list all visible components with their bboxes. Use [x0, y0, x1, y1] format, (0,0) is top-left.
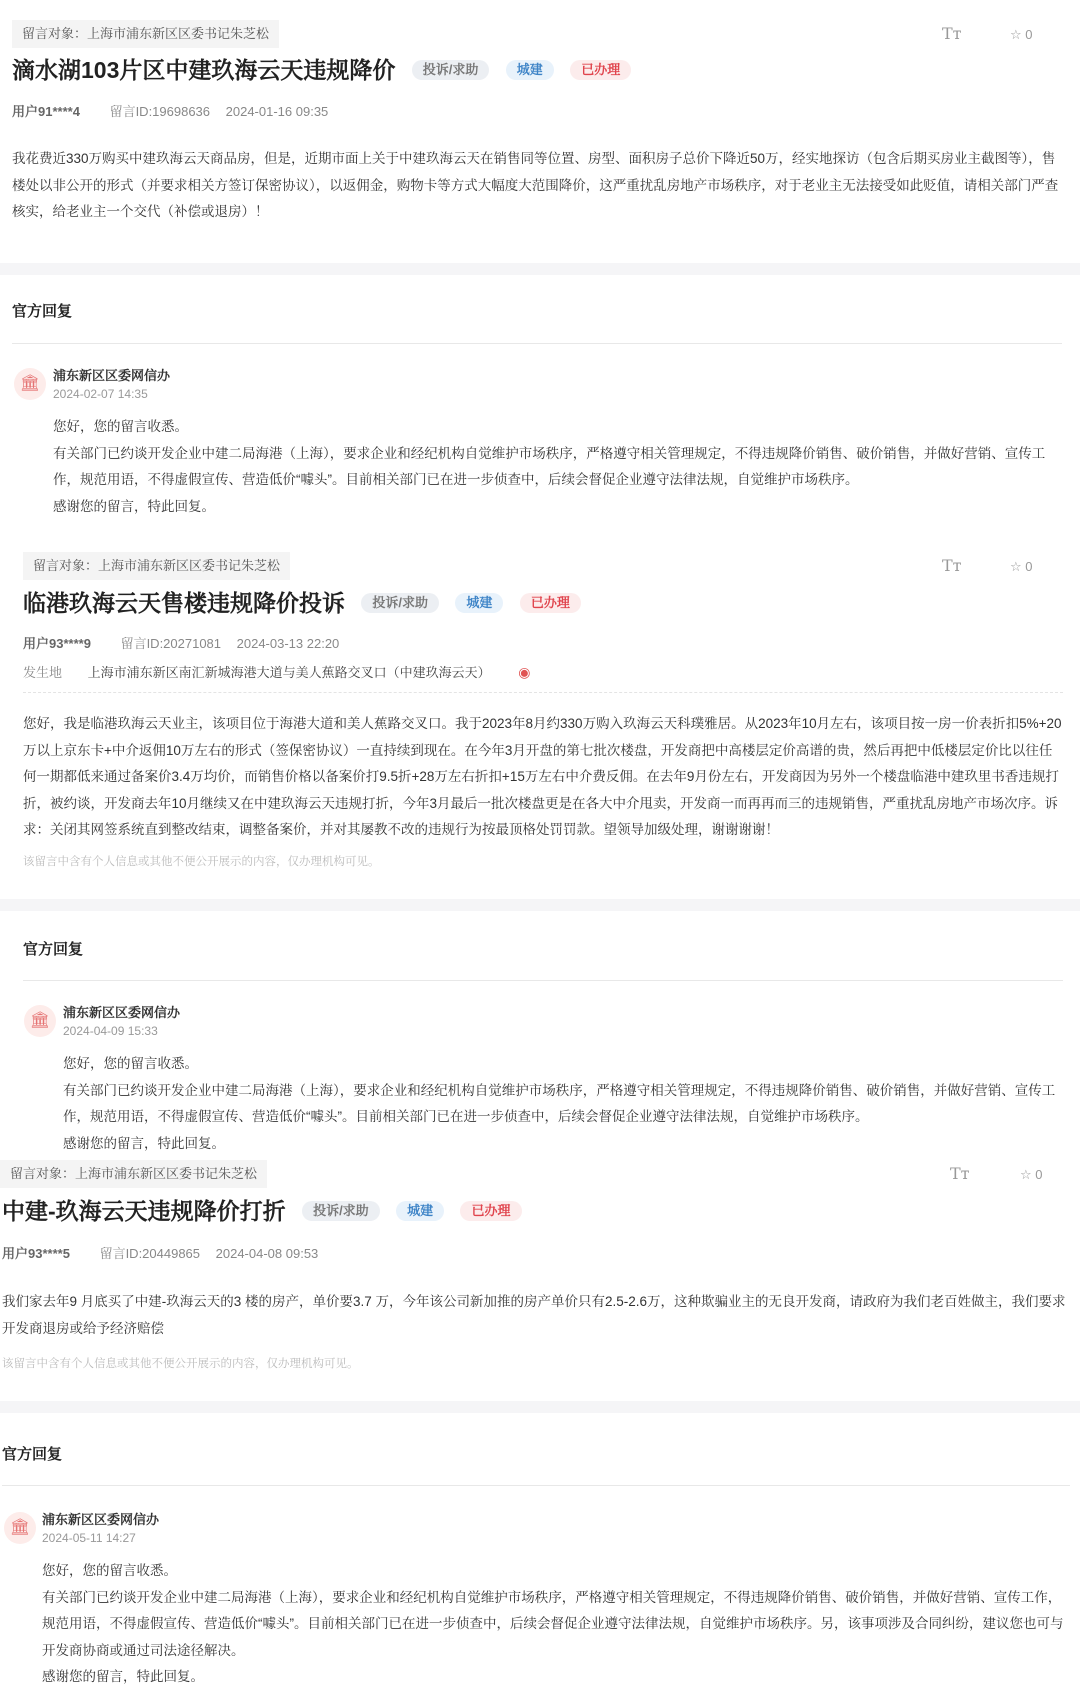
privacy-note: 该留言中含有个人信息或其他不便公开展示的内容，仅办理机构可见。 — [2, 1358, 359, 1370]
government-building-icon: 🏛 — [4, 1512, 36, 1544]
location-pin-icon[interactable]: ◉ — [518, 664, 531, 680]
post-time: 2024-01-16 09:35 — [225, 104, 329, 119]
post-id: 留言ID:19698636 — [109, 104, 211, 119]
star-icon: ☆ — [1020, 1167, 1032, 1182]
post-id: 留言ID:20449865 — [99, 1246, 201, 1261]
reply-line: 有关部门已约谈开发企业中建二局海港（上海），要求企业和经纪机构自觉维护市场秩序，严格遵守相关管理规定，不得违规降价销售、破价销售，并做好营销、宣传工作，规范用语，不得虚假宣传、营造低价“噱头”。目前相关部门已在进一步侦查中，后续会督促企业遵守法律法规，自觉维护市场秩序。另，该事项涉及合同纠纷，建议您也可与开发商协商或通过司法途径解决。 — [42, 1589, 1064, 1658]
official-reply-heading: 官方回复 — [12, 303, 73, 320]
reply-date: 2024-04-09 15:33 — [63, 1024, 158, 1038]
favorite-button[interactable] — [1020, 1167, 1043, 1183]
post-body: 我花费近330万购买中建玖海云天商品房，但是，近期市面上关于中建玖海云天在销售同等位置、房型、面积房子总价下降近50万，经实地探访（包含后期买房业主截图等），售楼处以非公开的形式（并要求相关方签订保密协议），以返佣金，购物卡等方式大幅度大范围降价，这严重扰乱房地产市场秩序，对于老业主无法接受如此贬值，请相关部门严查核实，给老业主一个交代（补偿或退房）！ — [12, 151, 1059, 219]
location-value: 上海市浦东新区南汇新城海港大道与美人蕉路交叉口（中建玖海云天） — [87, 665, 491, 680]
post-title: 滴水湖103片区中建玖海云天违规降价 — [12, 57, 396, 83]
star-count: 0 — [1025, 559, 1033, 574]
tag-status: 已办理 — [520, 593, 581, 613]
post-title: 临港玖海云天售楼违规降价投诉 — [23, 590, 345, 616]
government-building-icon: 🏛 — [14, 368, 46, 400]
reply-date: 2024-02-07 14:35 — [53, 387, 148, 401]
section-separator — [0, 1401, 1080, 1413]
tag-status: 已办理 — [570, 60, 631, 80]
post-meta — [12, 101, 328, 120]
tag-category[interactable]: 投诉/求助 — [302, 1201, 380, 1221]
section-separator — [0, 263, 1080, 275]
font-size-icon[interactable]: Tᴛ — [942, 24, 962, 43]
reply-line: 感谢您的留言，特此回复。 — [63, 1135, 225, 1151]
tag-category[interactable]: 投诉/求助 — [412, 60, 490, 80]
reply-line: 有关部门已约谈开发企业中建二局海港（上海），要求企业和经纪机构自觉维护市场秩序，严格遵守相关管理规定，不得违规降价销售、破价销售，并做好营销、宣传工作，规范用语，不得虚假宣传、营造低价“噱头”。目前相关部门已在进一步侦查中，后续会督促企业遵守法律法规，自觉维护市场秩序。 — [53, 445, 1046, 487]
post-body: 您好，我是临港玖海云天业主，该项目位于海港大道和美人蕉路交叉口。我于2023年8月约330万购入玖海云天科璞雅居。从2023年10月左右，该项目按一房一价表折扣5%+20万以上京东卡+中介返佣10万左右的形式（签保密协议）一直持续到现在。在今年3月开盘的第七批次楼盘，开发商把中高楼层定价高谱的贵，然后再把中低楼层定价比以往任何一期都低来通过备案价3.4万均价，而销售价格以备案价打9.5折+28万左右折扣+15万左右中介费反佣。在去年9月份左右，开发商因为另外一个楼盘临港中建玖里书香违规打折，被约谈，开发商去年10月继续又在中建玖海云天违规打折，今年3月最后一批次楼盘更是在各大中介甩卖，开发商一而再再而三的违规销售，严重扰乱房地产市场次序。诉求：关闭其网签系统直到整改结束，调整备案价，并对其屡教不改的违规行为按最顶格处罚罚款。望领导加级处理，谢谢谢谢！ — [23, 716, 1062, 837]
divider — [2, 1485, 1070, 1486]
reply-text — [42, 1558, 1072, 1691]
post-user: 用户93****9 — [23, 636, 91, 651]
post-title: 中建-玖海云天违规降价打折 — [2, 1198, 286, 1224]
reply-text — [53, 414, 1063, 520]
dashed-divider — [23, 692, 1063, 694]
post-title-row — [2, 1195, 522, 1227]
reply-line: 您好，您的留言收悉。 — [63, 1056, 198, 1071]
divider — [12, 343, 1062, 344]
reply-line: 感谢您的留言，特此回复。 — [53, 498, 215, 514]
reply-line: 感谢您的留言，特此回复。 — [42, 1669, 204, 1684]
reply-org: 浦东新区区委网信办 — [53, 368, 171, 383]
star-count: 0 — [1035, 1167, 1043, 1182]
post-time: 2024-04-08 09:53 — [215, 1246, 319, 1261]
star-icon: ☆ — [1010, 27, 1022, 42]
divider — [23, 980, 1063, 981]
reply-text — [63, 1051, 1063, 1157]
tag-status: 已办理 — [460, 1201, 521, 1221]
tag-domain[interactable]: 城建 — [506, 60, 554, 80]
location-label: 发生地 — [23, 665, 63, 680]
favorite-button[interactable] — [1010, 27, 1033, 43]
post-user: 用户91****4 — [12, 104, 80, 119]
reply-org: 浦东新区区委网信办 — [63, 1005, 181, 1020]
post-target: 留言对象：上海市浦东新区区委书记朱芝松 — [12, 20, 279, 48]
font-size-icon[interactable]: Tᴛ — [942, 556, 962, 575]
section-separator — [0, 899, 1080, 911]
reply-org: 浦东新区区委网信办 — [42, 1512, 160, 1527]
favorite-button[interactable] — [1010, 559, 1033, 575]
reply-line: 您好，您的留言收悉。 — [53, 419, 188, 434]
post-title-row — [23, 587, 581, 619]
post-id: 留言ID:20271081 — [120, 636, 222, 651]
font-size-icon[interactable]: Tᴛ — [950, 1164, 970, 1183]
star-icon: ☆ — [1010, 559, 1022, 574]
post-meta — [23, 633, 339, 652]
post-user: 用户93****5 — [2, 1246, 70, 1261]
tag-domain[interactable]: 城建 — [396, 1201, 444, 1221]
tag-domain[interactable]: 城建 — [455, 593, 503, 613]
official-reply-heading: 官方回复 — [23, 941, 84, 958]
post-target: 留言对象：上海市浦东新区区委书记朱芝松 — [23, 552, 290, 580]
post-meta — [2, 1243, 318, 1262]
post-target: 留言对象：上海市浦东新区区委书记朱芝松 — [0, 1160, 267, 1188]
post-location — [23, 662, 531, 681]
star-count: 0 — [1025, 27, 1033, 42]
reply-line: 有关部门已约谈开发企业中建二局海港（上海），要求企业和经纪机构自觉维护市场秩序，严格遵守相关管理规定，不得违规降价销售、破价销售，并做好营销、宣传工作，规范用语，不得虚假宣传、营造低价“噱头”。目前相关部门已在进一步侦查中，后续会督促企业遵守法律法规，自觉维护市场秩序。 — [63, 1082, 1056, 1124]
tag-category[interactable]: 投诉/求助 — [361, 593, 439, 613]
official-reply-heading: 官方回复 — [2, 1446, 63, 1463]
government-building-icon: 🏛 — [24, 1005, 56, 1037]
post-body: 我们家去年9 月底买了中建-玖海云天的3 楼的房产，单价要3.7 万，今年该公司新加推的房产单价只有2.5-2.6万，这种欺骗业主的无良开发商，请政府为我们老百姓做主，我们要求开发商退房或给予经济赔偿 — [2, 1294, 1066, 1336]
post-time: 2024-03-13 22:20 — [236, 636, 340, 651]
post-title-row — [12, 54, 631, 86]
reply-date: 2024-05-11 14:27 — [42, 1531, 136, 1545]
privacy-note: 该留言中含有个人信息或其他不便公开展示的内容，仅办理机构可见。 — [23, 856, 380, 868]
reply-line: 您好，您的留言收悉。 — [42, 1563, 177, 1578]
